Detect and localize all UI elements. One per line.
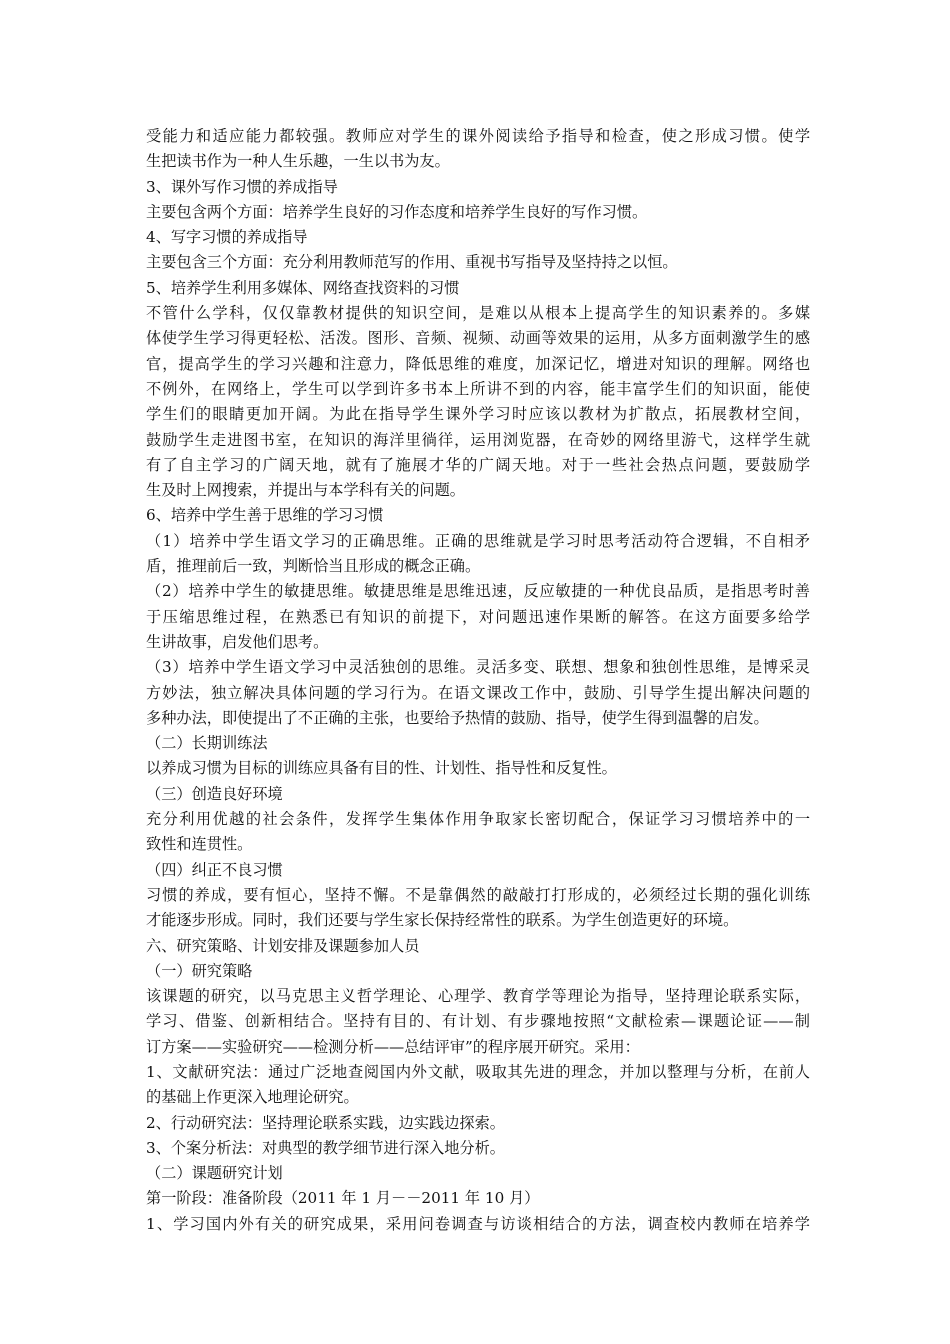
text-line: 6、培养中学生善于思维的学习习惯 xyxy=(146,506,384,525)
text-line: 习惯的养成，要有恒心，坚持不懈。不是靠偶然的敲敲打打形成的，必须经过长期的强化训练 xyxy=(146,885,810,904)
text-line: 不管什么学科，仅仅靠教材提供的知识空间，是难以从根本上提高学生的知识素养的。多媒 xyxy=(146,304,810,323)
text-line: （二）课题研究计划 xyxy=(146,1164,283,1183)
text-line: 该课题的研究，以马克思主义哲学理论、心理学、教育学等理论为指导，坚持理论联系实际， xyxy=(146,987,810,1006)
text-line: 订方案——实验研究——检测分析——总结评审”的程序展开研究。采用： xyxy=(146,1037,640,1056)
text-line: （2）培养中学生的敏捷思维。敏捷思维是思维迅速，反应敏捷的一种优良品质，是指思考时善 xyxy=(146,582,810,601)
text-line: 多种办法，即使提出了不正确的主张，也要给予热情的鼓励、指导，使学生得到温馨的启发。 xyxy=(146,708,769,727)
text-line: 致性和连贯性。 xyxy=(146,835,253,854)
text-line: 以养成习惯为目标的训练应具备有目的性、计划性、指导性和反复性。 xyxy=(146,759,617,778)
text-line: （四）纠正不良习惯 xyxy=(146,860,283,879)
text-line: 体使学生学习得更轻松、活泼。图形、音频、视频、动画等效果的运用，从多方面刺激学生的感 xyxy=(146,329,810,348)
text-line: 生讲故事，启发他们思考。 xyxy=(146,632,329,651)
text-line: 不例外，在网络上，学生可以学到许多书本上所讲不到的内容，能丰富学生们的知识面，能使 xyxy=(146,379,810,398)
text-line: 方妙法，独立解决具体问题的学习行为。在语文课改工作中，鼓励、引导学生提出解决问题的 xyxy=(146,683,810,702)
text-line: 主要包含两个方面：培养学生良好的习作态度和培养学生良好的写作习惯。 xyxy=(146,202,648,221)
text-line: 第一阶段：准备阶段（2011 年 1 月－－2011 年 10 月） xyxy=(146,1189,540,1208)
text-line: 主要包含三个方面：充分利用教师范写的作用、重视书写指导及坚持持之以恒。 xyxy=(146,253,678,272)
text-line: 生及时上网搜索，并提出与本学科有关的问题。 xyxy=(146,481,465,500)
text-line: 鼓励学生走进图书室，在知识的海洋里徜徉，运用浏览器，在奇妙的网络里游弋，这样学生就 xyxy=(146,430,810,449)
text-line: 生把读书作为一种人生乐趣，一生以书为友。 xyxy=(146,152,450,171)
text-line: （三）创造良好环境 xyxy=(146,784,283,803)
text-line: （一）研究策略 xyxy=(146,961,253,980)
text-line: 学生们的眼睛更加开阔。为此在指导学生课外学习时应该以教材为扩散点，拓展教材空间， xyxy=(146,405,810,424)
text-line: 才能逐步形成。同时，我们还要与学生家长保持经常性的联系。为学生创造更好的环境。 xyxy=(146,911,739,930)
document-body xyxy=(146,124,810,1237)
text-line: 3、课外写作习惯的养成指导 xyxy=(146,177,338,196)
text-line: 的基础上作更深入地理论研究。 xyxy=(146,1088,359,1107)
text-line: 1、学习国内外有关的研究成果，采用问卷调查与访谈相结合的方法，调查校内教师在培养学 xyxy=(146,1214,810,1233)
text-line: （3）培养中学生语文学习中灵活独创的思维。灵活多变、联想、想象和独创性思维，是博采灵 xyxy=(146,658,810,677)
text-line: （二）长期训练法 xyxy=(146,734,268,753)
text-line: 于压缩思维过程，在熟悉已有知识的前提下，对问题迅速作果断的解答。在这方面要多给学 xyxy=(146,607,810,626)
text-line: 充分利用优越的社会条件，发挥学生集体作用争取家长密切配合，保证学习习惯培养中的一 xyxy=(146,810,810,829)
text-line: 六、研究策略、计划安排及课题参加人员 xyxy=(146,936,420,955)
text-line: 2、行动研究法：坚持理论联系实践，边实践边探索。 xyxy=(146,1113,505,1132)
text-line: 4、写字习惯的养成指导 xyxy=(146,228,308,247)
text-line: 学习、借鉴、创新相结合。坚持有目的、有计划、有步骤地按照“文献检索—课题论证——制 xyxy=(146,1012,810,1031)
text-line: （1）培养中学生语文学习的正确思维。正确的思维就是学习时思考活动符合逻辑，不自相矛 xyxy=(146,531,810,550)
text-line: 官，提高学生的学习兴趣和注意力，降低思维的难度，加深记忆，增进对知识的理解。网络也 xyxy=(146,354,810,373)
text-line: 盾，推理前后一致，判断恰当且形成的概念正确。 xyxy=(146,557,481,576)
text-line: 受能力和适应能力都较强。教师应对学生的课外阅读给予指导和检查，使之形成习惯。使学 xyxy=(146,127,810,145)
text-line: 5、培养学生利用多媒体、网络查找资料的习惯 xyxy=(146,278,460,297)
text-line: 3、个案分析法：对典型的教学细节进行深入地分析。 xyxy=(146,1138,505,1157)
text-line: 有了自主学习的广阔天地，就有了施展才华的广阔天地。对于一些社会热点问题，要鼓励学 xyxy=(146,455,810,474)
text-line: 1、文献研究法：通过广泛地查阅国内外文献，吸取其先进的理念，并加以整理与分析，在前人 xyxy=(146,1062,810,1081)
